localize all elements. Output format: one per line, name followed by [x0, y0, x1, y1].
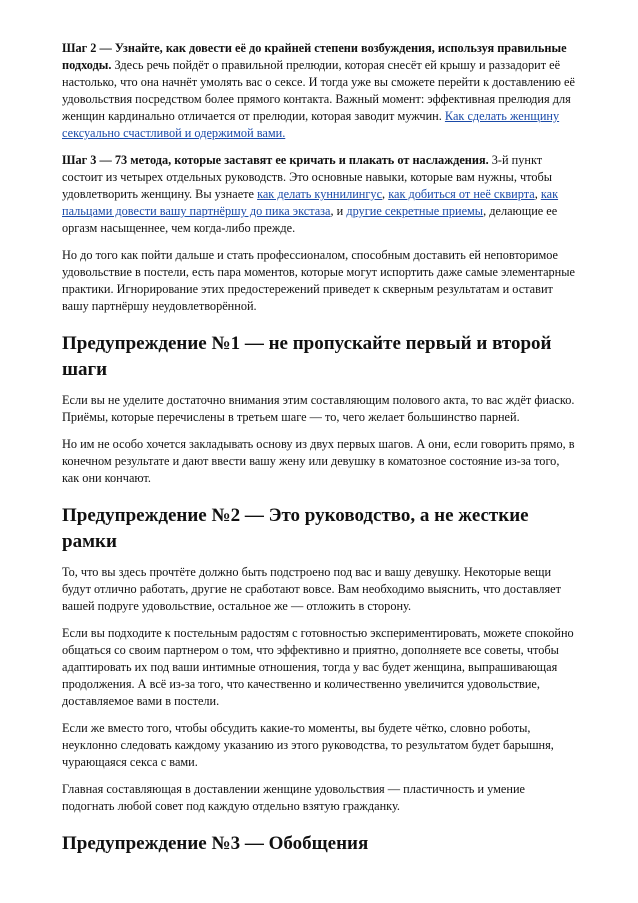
- document-page: [62, 40, 578, 866]
- warning3-heading: Предупреждение №3 — Обобщения: [62, 833, 369, 854]
- warning2-heading: Предупреждение №2 — Это руководство, а не жесткие рамки: [62, 505, 529, 552]
- secret-techniques-link[interactable]: другие секретные приемы: [346, 204, 484, 218]
- step3-tail: , делающие ее оргазм насыщеннее, чем когда-либо прежде.: [62, 204, 558, 235]
- warning1-heading: Предупреждение №1 — не пропускайте первый и второй шаги: [62, 333, 552, 380]
- warning1-paragraph-3: Но им не особо хочется закладывать основу из двух первых шагов. А они, если говорить прямо, в конечном результате и дают ввести вашу жену или девушку в коматозное состояние из-за того, как они кончают.: [62, 437, 575, 485]
- fingers-link[interactable]: как пальцами довести вашу партнёршу до пика экстаза: [62, 187, 559, 218]
- step3-paragraph: [62, 152, 578, 237]
- step3-lead: Шаг 3 — 73 метода, которые заставят ее кричать и плакать от наслаждения.: [62, 153, 489, 167]
- squirt-link[interactable]: как добиться от неё сквирта: [388, 187, 535, 201]
- step3-body: 3-й пункт состоит из четырех отдельных руководств. Это основные навыки, которые вам нужны, чтобы удовлетворить женщину. Вы узнаете: [62, 153, 553, 201]
- step2-body: Здесь речь пойдёт о правильной прелюдии, которая снесёт ей крышу и раззадорит её настолько, что она начнёт умолять вас о сексе. И тогда уже вы сможете перейти к доставлению её удовольствия посредством более прямого контакта. Важный момент: эффективная прелюдия для женщин кардинально отличается от прелюдии, которая заводит мужчин.: [62, 58, 575, 123]
- intro-warning-paragraph: Но до того как пойти дальше и стать профессионалом, способным доставить ей неповторимое удовольствие в постели, есть пара моментов, которые могут испортить даже самые элементарные практики. Игнорирование этих предостережений приведет к скверным результатам и оставит вашу партнёршу неудовлетворённой.: [62, 248, 575, 313]
- cunnilingus-link[interactable]: как делать куннилингус: [257, 187, 383, 201]
- step3-separator: ,: [382, 187, 389, 201]
- step3-separator: ,: [534, 187, 541, 201]
- warning1-paragraph-1: Если вы не уделите достаточно внимания этим составляющим полового акта, то вас ждёт фиаско.: [62, 393, 575, 407]
- step2-paragraph: [62, 40, 578, 142]
- step2-link[interactable]: Как сделать женщину сексуально счастливой и одержимой вами.: [62, 109, 560, 140]
- step2-lead: Шаг 2 — Узнайте, как довести её до крайней степени возбуждения, используя правильные подходы.: [62, 41, 567, 72]
- warning2-paragraph-4: Главная составляющая в доставлении женщине удовольствия — пластичность и умение подогнать любой совет под каждую отдельно взятую гражданку.: [62, 782, 525, 813]
- warning2-paragraph-2: Если вы подходите к постельным радостям с готовностью экспериментировать, можете спокойно общаться со своим партнером о том, что эффективно и приятно, дополняете все советы, чтобы адаптировать их под ваши интимные отношения, тогда у вас будет женщина, выпрашивающая продолжения. А всё из-за того, что качественно и количественно увеличится удовольствие, доставляемое вами в постели.: [62, 626, 574, 708]
- warning2-paragraph-3: Если же вместо того, чтобы обсудить какие-то моменты, вы будете чётко, словно роботы, неуклонно следовать каждому указанию из этого руководства, то результатом будет барышня, чурающаяся секса с вами.: [62, 721, 554, 769]
- warning2-paragraph-1: То, что вы здесь прочтёте должно быть подстроено под вас и вашу девушку. Некоторые вещи будут отлично работать, другие не сработают вовсе. Вам необходимо выяснить, что доставляет вашей подруге удовольствие, остальное же — отложить в сторону.: [62, 565, 561, 613]
- warning1-paragraph-2: Приёмы, которые перечислены в третьем шаге — то, чего желает большинство парней.: [62, 410, 520, 424]
- step3-separator: , и: [330, 204, 347, 218]
